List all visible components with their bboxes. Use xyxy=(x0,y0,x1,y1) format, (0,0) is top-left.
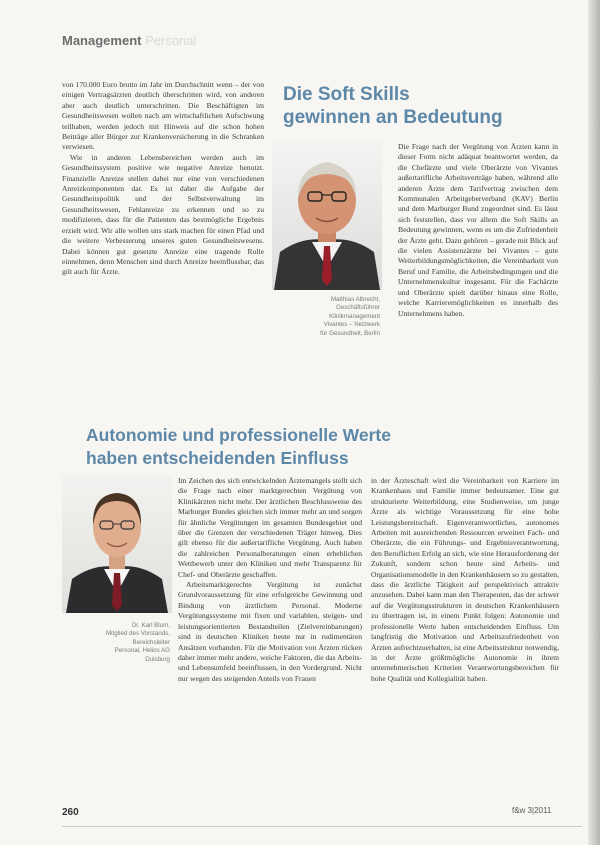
subsection-name: Personal xyxy=(145,33,197,48)
article1-paragraph: Die Frage nach der Vergütung von Ärzten kann in dieser Form nicht adäquat beantwortet werden, da die Chefärzte und viele Oberärzte von Vivantes außertarifliche Arbeitsverträge haben, während alle anderen Ärzte dem Tarifvertrag zwischen dem Kommunalen Arbeitgeberverband (KAV) Berlin und dem Marburger Bund zugeordnet sind. Es lässt sich feststellen, dass vor allem die Soft Skills an Bedeutung gewinnen, wenn es um die Zufriedenheit der Ärzte geht. Dazu gehören – gerade mit Blick auf die vielen Assistenzärzte bei Vivantes – gute Weiterbildungsmöglichkeiten, die Vereinbarkeit von Beruf und Familie, die Arbeitsbedingungen und die Unternehmenskultur insgesamt. Für die Fachärzte und Oberärzte spielt darüber hinaus eine Rolle, welche Karrieremöglichkeiten es innerhalb des Unternehmens haben. xyxy=(398,142,558,318)
section-name: Management xyxy=(62,33,142,48)
article1-title: Die Soft Skills gewinnen an Bedeutung xyxy=(283,84,503,128)
article1-paragraph: Wie in anderen Lebensbereichen werden auch im Gesundheitssystem positive wie negative Anreize benutzt. Finanzielle Anreize stellen dabei nur eine von verschiedenen Anreizkomponenten dar. Es ist daher die Aufgabe der Gesundheitspolitik und der Selbstverwaltung im Gesundheitswesen, Fehlanreize zu erkennen und so zu modifizieren, dass für die Patienten das bestmögliche Ergebnis erzielt wird. Wir alle wollen uns stark machen für einen Pfad und die weitere Verbesserung unseres guten Gesundheitswesens. Dabei können gut gesetzte Anreize eine tragende Rolle einnehmen, denn Menschen sind durch Anreize beeinflussbar, das gilt auch für Ärzte. xyxy=(62,152,264,277)
article2-paragraph: Arbeitsmarktgerechte Vergütung ist zunächst Grundvoraussetzung für eine erfolgreiche Gewinnung und Bindung von ärztlichem Personal. Moderne Vergütungssysteme mit fixen und variablen, steigen- und leistungsorientierten Bestandteilen (Zielvereinbarungen) sind in deutschen Kliniken heute nur in rudimentären Ansätzen vorhanden. Für die Motivation von Ärzten rücken daher immer mehr andere, weiche Faktoren, die das Arbeits- und Lebensumfeld beeinflussen, in den Vordergrund. Nicht nur wegen des steigenden Anteils von Frauen xyxy=(178,580,362,683)
article2-paragraph: in der Ärzteschaft wird die Vereinbarkeit von Karriere im Krankenhaus und Familie immer bedeutsamer. Eine gut strukturierte Weiterbildung, eine Studienweise, um junge Ärzte als wichtige Voraussetzung für eine hohe Leistungsbereitschaft. Eigenverantwortliches, autonomes Arbeiten mit ausreichenden Ressourcen erweitert Fach- und Oberärzte, die ein Führungs- und Ergebnisverantwortung, den Beruflichen Erfolg an sich, wie eine Herausforderung der Zukunft, sondern schon heute sind Arbeits- und Organisationsmodelle in den Krankenhäusern so zu gestalten, dass die ärztliche Tätigkeit auf perspektivisch attraktiv anzusehen. Dabei kann man den Therapeuten, das der schwer auf die Vergütungsstrukturen in deutschen Krankenhäusern zu übertragen ist, in einem Punkt folgen: Autonomie und professionelle Werte haben entscheidenden Einfluss. Um langfristig die Motivation und Arbeitszufriedenheit von Ärzten aufrechtzuerhalten, ist eine Arbeitsstruktur notwendig, in der Ärzte größtmögliche Autonomie in ihrem unternehmerischen Kriterien Verantwortungsbereichen für hohe Qualität und Kollegialität haben. xyxy=(371,476,559,683)
article1-paragraph: von 170.000 Euro brutto im Jahr im Durchschnitt wenn – der von einigen Vertragsärzten deutlich überschritten wird, von anderen aber auch deutlich unterschritten. Die Beschäftigten im Gesundheitswesen wollen nach am wirtschaftlichen Aufschwung teilhaben, werden jedoch mit Hinweis auf die schon hohen Beiträge aller Bürger zur Krankenversicherung in die Schranken verwiesen. xyxy=(62,80,264,152)
article1-left-column xyxy=(62,80,264,278)
article2-middle-column xyxy=(178,476,362,684)
section-header xyxy=(62,33,196,48)
article1-portrait-photo xyxy=(272,140,382,290)
article1-photo-caption: Matthias Albrecht, Geschäftsführer Klinikmanagement Vivantes – Netzwerk für Gesundheit, Berlin xyxy=(320,296,380,337)
article2-right-column xyxy=(371,476,559,684)
issue-label: f&w 3|2011 xyxy=(512,806,552,815)
article2-paragraph: Im Zeichen des sich entwickelnden Ärztemangels stellt sich die Frage nach einer marktgerechten Vergütung von Klinikärzten nicht mehr. Der ärztlichen Beschlussweise des Marburger Bundes gleichen sich immer mehr an und sorgen für ähnliche Vergütungen im gesamten Bundesgebiet und über die Grenzen der verschiedenen Träger hinweg. Dies gilt ebenso für die außertarifliche Vergütung. Auch haben die zahlreichen Personalberatungen einen erheblichen Wettbewerb unter den Kliniken und mehr Transparenz für Chef- und Oberärzte geschaffen. xyxy=(178,476,362,579)
article1-right-column xyxy=(398,142,558,319)
footer-divider xyxy=(62,826,582,827)
article2-title: Autonomie und professionelle Werte haben entscheidenden Einfluss xyxy=(86,425,391,468)
article2-portrait-photo xyxy=(62,475,172,613)
article2-photo-caption: Dr. Karl Blum, Mitglied des Vorstands, Bereichsleiter Personal, Helios AG Duisburg xyxy=(106,622,170,663)
page-edge-shadow xyxy=(588,0,600,845)
page-number: 260 xyxy=(62,807,79,818)
